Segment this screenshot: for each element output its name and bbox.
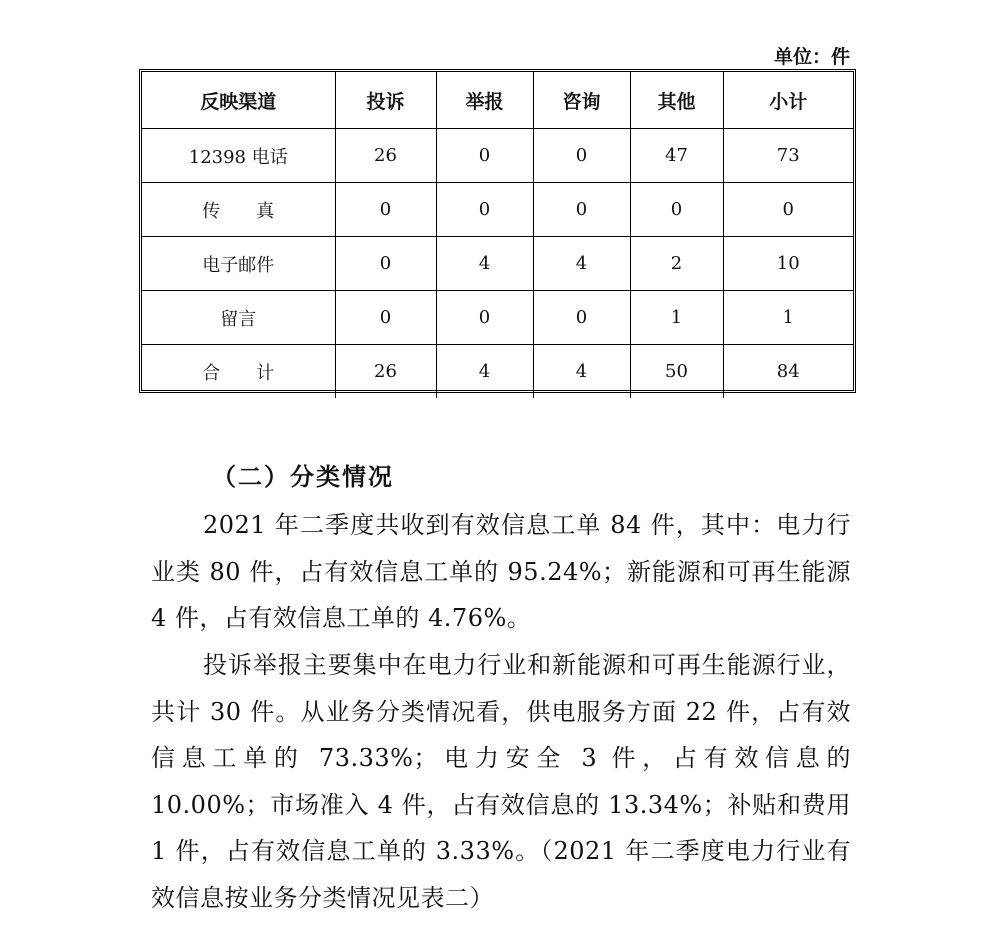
- header-consultation: 咨询: [533, 72, 630, 129]
- table-cell: 0: [533, 183, 630, 237]
- table-cell: 73: [723, 129, 853, 183]
- table-cell: 2: [630, 237, 723, 291]
- table-cell: 1: [630, 291, 723, 345]
- header-subtotal: 小计: [723, 72, 853, 129]
- table-cell: 12398 电话: [142, 129, 335, 183]
- table-cell: 4: [533, 237, 630, 291]
- table-total-row: [142, 345, 853, 399]
- table-cell: 0: [335, 237, 436, 291]
- table-cell: 0: [436, 129, 533, 183]
- table-cell: 50: [630, 345, 723, 399]
- table-cell: 0: [335, 291, 436, 345]
- table-cell: 1: [723, 291, 853, 345]
- table-cell: 合 计: [142, 345, 335, 399]
- table-cell: 26: [335, 345, 436, 399]
- table-cell: 4: [436, 237, 533, 291]
- table-row: [142, 183, 853, 237]
- table-cell: 0: [723, 183, 853, 237]
- table-cell: 10: [723, 237, 853, 291]
- table-cell: 0: [436, 291, 533, 345]
- header-channel: 反映渠道: [142, 72, 335, 129]
- unit-label: 单位：件: [773, 46, 850, 68]
- table-cell: 0: [630, 183, 723, 237]
- table-cell: 电子邮件: [142, 237, 335, 291]
- table-cell: 0: [335, 183, 436, 237]
- table-cell: 26: [335, 129, 436, 183]
- table-row: [142, 291, 853, 345]
- channel-statistics-table: [139, 69, 856, 393]
- table-cell: 0: [533, 129, 630, 183]
- table-cell: 4: [436, 345, 533, 399]
- table-cell: 0: [436, 183, 533, 237]
- table-cell: 84: [723, 345, 853, 399]
- paragraph-summary: 2021 年二季度共收到有效信息工单 84 件，其中：电力行业类 80 件，占有效信息工单的 95.24%；新能源和可再生能源 4 件，占有效信息工单的 4.76%。: [151, 511, 851, 632]
- paragraph-classification: 投诉举报主要集中在电力行业和新能源和可再生能源行业，共计 30 件。从业务分类情况看，供电服务方面 22 件，占有效信息工单的 73.33%；电力安全 3 件，占有效信息的 10.00%；市场准入 4 件，占有效信息的 13.34%；补贴和费用 1 件，占有效信息工单的 3.33%。（2021 年二季度电力行业有效信息按业务分类情况见表二）: [151, 651, 851, 912]
- table-cell: 4: [533, 345, 630, 399]
- table-cell: 留言: [142, 291, 335, 345]
- header-complaint: 投诉: [335, 72, 436, 129]
- table-cell: 47: [630, 129, 723, 183]
- table-header-row: [142, 72, 853, 129]
- header-other: 其他: [630, 72, 723, 129]
- header-report: 举报: [436, 72, 533, 129]
- table-cell: 传 真: [142, 183, 335, 237]
- table-row: [142, 237, 853, 291]
- section-title: （二）分类情况: [212, 463, 394, 491]
- table-row: [142, 129, 853, 183]
- table-cell: 0: [533, 291, 630, 345]
